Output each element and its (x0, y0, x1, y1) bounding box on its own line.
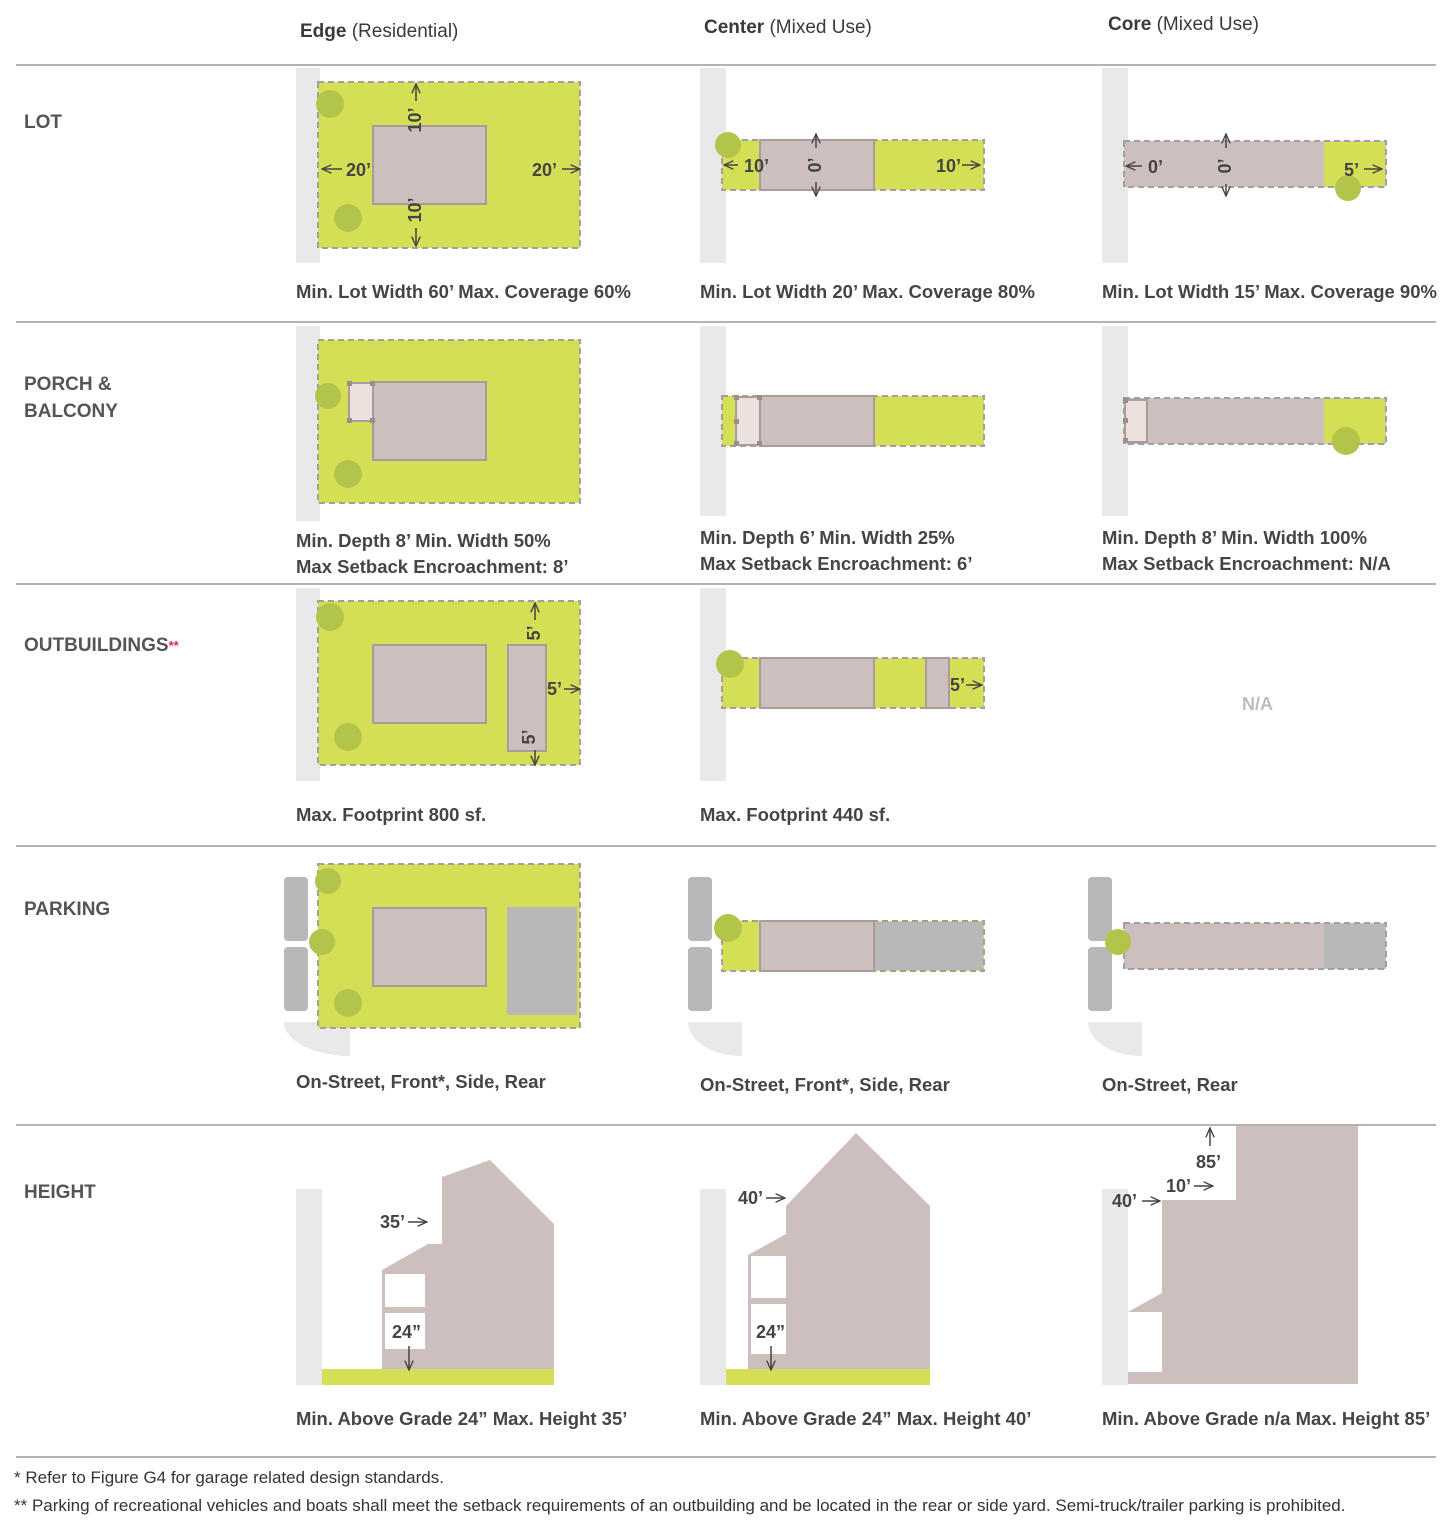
tree-icon (316, 90, 344, 118)
on-street-parking-space (284, 877, 308, 941)
lot-core-diagram (1102, 68, 1386, 263)
curb-corner (688, 1022, 742, 1056)
porch-core-diagram (1102, 326, 1386, 516)
dim-label: 0’ (804, 157, 825, 173)
caption-parking-core: On-Street, Rear (1102, 1074, 1238, 1095)
footnote-marker: ** (168, 638, 179, 653)
sidewalk (296, 68, 320, 263)
dim-label: 5’ (547, 679, 563, 699)
caption-lot-core: Min. Lot Width 15’ Max. Coverage 90% (1102, 281, 1437, 302)
parking-core-diagram (1088, 877, 1386, 1056)
sidewalk (700, 1189, 726, 1385)
building-footprint (373, 908, 486, 986)
dim-label: 10’ (404, 197, 425, 223)
sidewalk (1102, 1189, 1128, 1385)
lot-edge-diagram (296, 68, 580, 263)
rear-parking (875, 922, 983, 970)
row-label-lot: LOT (24, 112, 62, 133)
column-header-core: Core (Mixed Use) (1108, 14, 1259, 35)
tree-icon (334, 989, 362, 1017)
caption-outbuildings-center: Max. Footprint 440 sf. (700, 804, 891, 825)
dim-label: 5’ (1344, 160, 1360, 180)
parking-center-diagram (688, 877, 984, 1056)
caption-lot-center: Min. Lot Width 20’ Max. Coverage 80% (700, 281, 1035, 302)
dim-label: 24” (392, 1322, 422, 1342)
row-label-parking: PARKING (24, 899, 111, 920)
tree-icon (716, 650, 744, 678)
dim-label: 40’ (1112, 1191, 1138, 1211)
caption-lot-edge: Min. Lot Width 60’ Max. Coverage 60% (296, 281, 631, 302)
rear-parking (507, 907, 577, 1015)
tree-icon (1332, 427, 1360, 455)
height-center-diagram (700, 1133, 930, 1385)
caption-parking-edge: On-Street, Front*, Side, Rear (296, 1071, 546, 1092)
on-street-parking-space (1088, 877, 1112, 941)
row-label-height: HEIGHT (24, 1182, 96, 1203)
dim-label: 20’ (346, 160, 372, 180)
footnote-garage: * Refer to Figure G4 for garage related design standards. (14, 1468, 444, 1487)
dim-label: 35’ (380, 1212, 406, 1232)
curb-corner (1088, 1022, 1142, 1056)
row-label-outbuildings: OUTBUILDINGS** (24, 635, 179, 656)
dim-label: 24” (756, 1322, 786, 1342)
porch (736, 397, 760, 445)
outbuildings-edge-diagram (296, 588, 580, 781)
on-street-parking-space (688, 877, 712, 941)
dim-label: 0’ (1148, 157, 1164, 177)
caption-porch-core: Min. Depth 8’ Min. Width 100% Max Setback Encroachment: N/A (1102, 527, 1391, 574)
dim-label: 40’ (738, 1188, 764, 1208)
building-footprint (760, 396, 874, 446)
tree-icon (334, 723, 362, 751)
caption-porch-center: Min. Depth 6’ Min. Width 25% Max Setback Encroachment: 6’ (700, 527, 973, 574)
caption-height-center: Min. Above Grade 24” Max. Height 40’ (700, 1408, 1032, 1429)
dim-label: 85’ (1196, 1152, 1222, 1172)
tree-icon (715, 132, 741, 158)
dim-label: 20’ (532, 160, 558, 180)
parking-edge-diagram (284, 864, 580, 1056)
column-header-edge: Edge (Residential) (300, 21, 459, 42)
not-applicable-label: N/A (1242, 694, 1273, 714)
caption-porch-edge: Min. Depth 8’ Min. Width 50% Max Setback Encroachment: 8’ (296, 530, 569, 577)
tree-icon (334, 460, 362, 488)
dim-label: 5’ (518, 729, 539, 745)
footnote-rv-parking: ** Parking of recreational vehicles and boats shall meet the setback requirements of an outbuilding and be located in the rear or side yard. Semi-truck/trailer parking is prohibited. (14, 1496, 1346, 1515)
height-core-diagram (1102, 1126, 1358, 1385)
building-footprint (760, 921, 874, 971)
building-footprint (373, 382, 486, 460)
porch (1125, 400, 1147, 442)
on-street-parking-space (284, 947, 308, 1011)
outbuildings-center-diagram (700, 588, 984, 781)
building-footprint (373, 126, 486, 204)
on-street-parking-space (688, 947, 712, 1011)
window (385, 1274, 425, 1307)
dim-label: 10’ (936, 156, 962, 176)
caption-outbuildings-edge: Max. Footprint 800 sf. (296, 804, 487, 825)
caption-height-core: Min. Above Grade n/a Max. Height 85’ (1102, 1408, 1431, 1429)
porch (349, 383, 373, 421)
building-footprint (760, 658, 874, 708)
lot-center-diagram (700, 68, 984, 263)
grade (322, 1369, 554, 1385)
tree-icon (334, 204, 362, 232)
caption-height-edge: Min. Above Grade 24” Max. Height 35’ (296, 1408, 628, 1429)
dim-label: 10’ (404, 107, 425, 133)
row-label-porch-balcony: PORCH & BALCONY (24, 374, 118, 422)
dim-label: 5’ (950, 675, 966, 695)
window (751, 1256, 786, 1298)
tree-icon (316, 603, 344, 631)
tree-icon (315, 868, 341, 894)
rear-parking (1324, 924, 1385, 968)
tree-icon (315, 383, 341, 409)
outbuilding (926, 658, 949, 708)
sidewalk (296, 1189, 322, 1385)
tree-icon (309, 929, 335, 955)
dim-label: 10’ (744, 156, 770, 176)
porch-edge-diagram (296, 326, 580, 521)
tree-icon (714, 914, 742, 942)
column-header-center: Center (Mixed Use) (704, 17, 872, 38)
dim-label: 10’ (1166, 1176, 1192, 1196)
building-footprint (373, 645, 486, 723)
building-elevation (1128, 1126, 1358, 1384)
dim-label: 5’ (523, 625, 544, 641)
height-edge-diagram (296, 1160, 554, 1385)
porch-center-diagram (700, 326, 984, 516)
grade (726, 1369, 930, 1385)
caption-parking-center: On-Street, Front*, Side, Rear (700, 1074, 950, 1095)
dim-label: 0’ (1214, 158, 1235, 174)
sidewalk (296, 326, 320, 521)
on-street-parking-space (1088, 947, 1112, 1011)
tree-icon (1105, 929, 1131, 955)
